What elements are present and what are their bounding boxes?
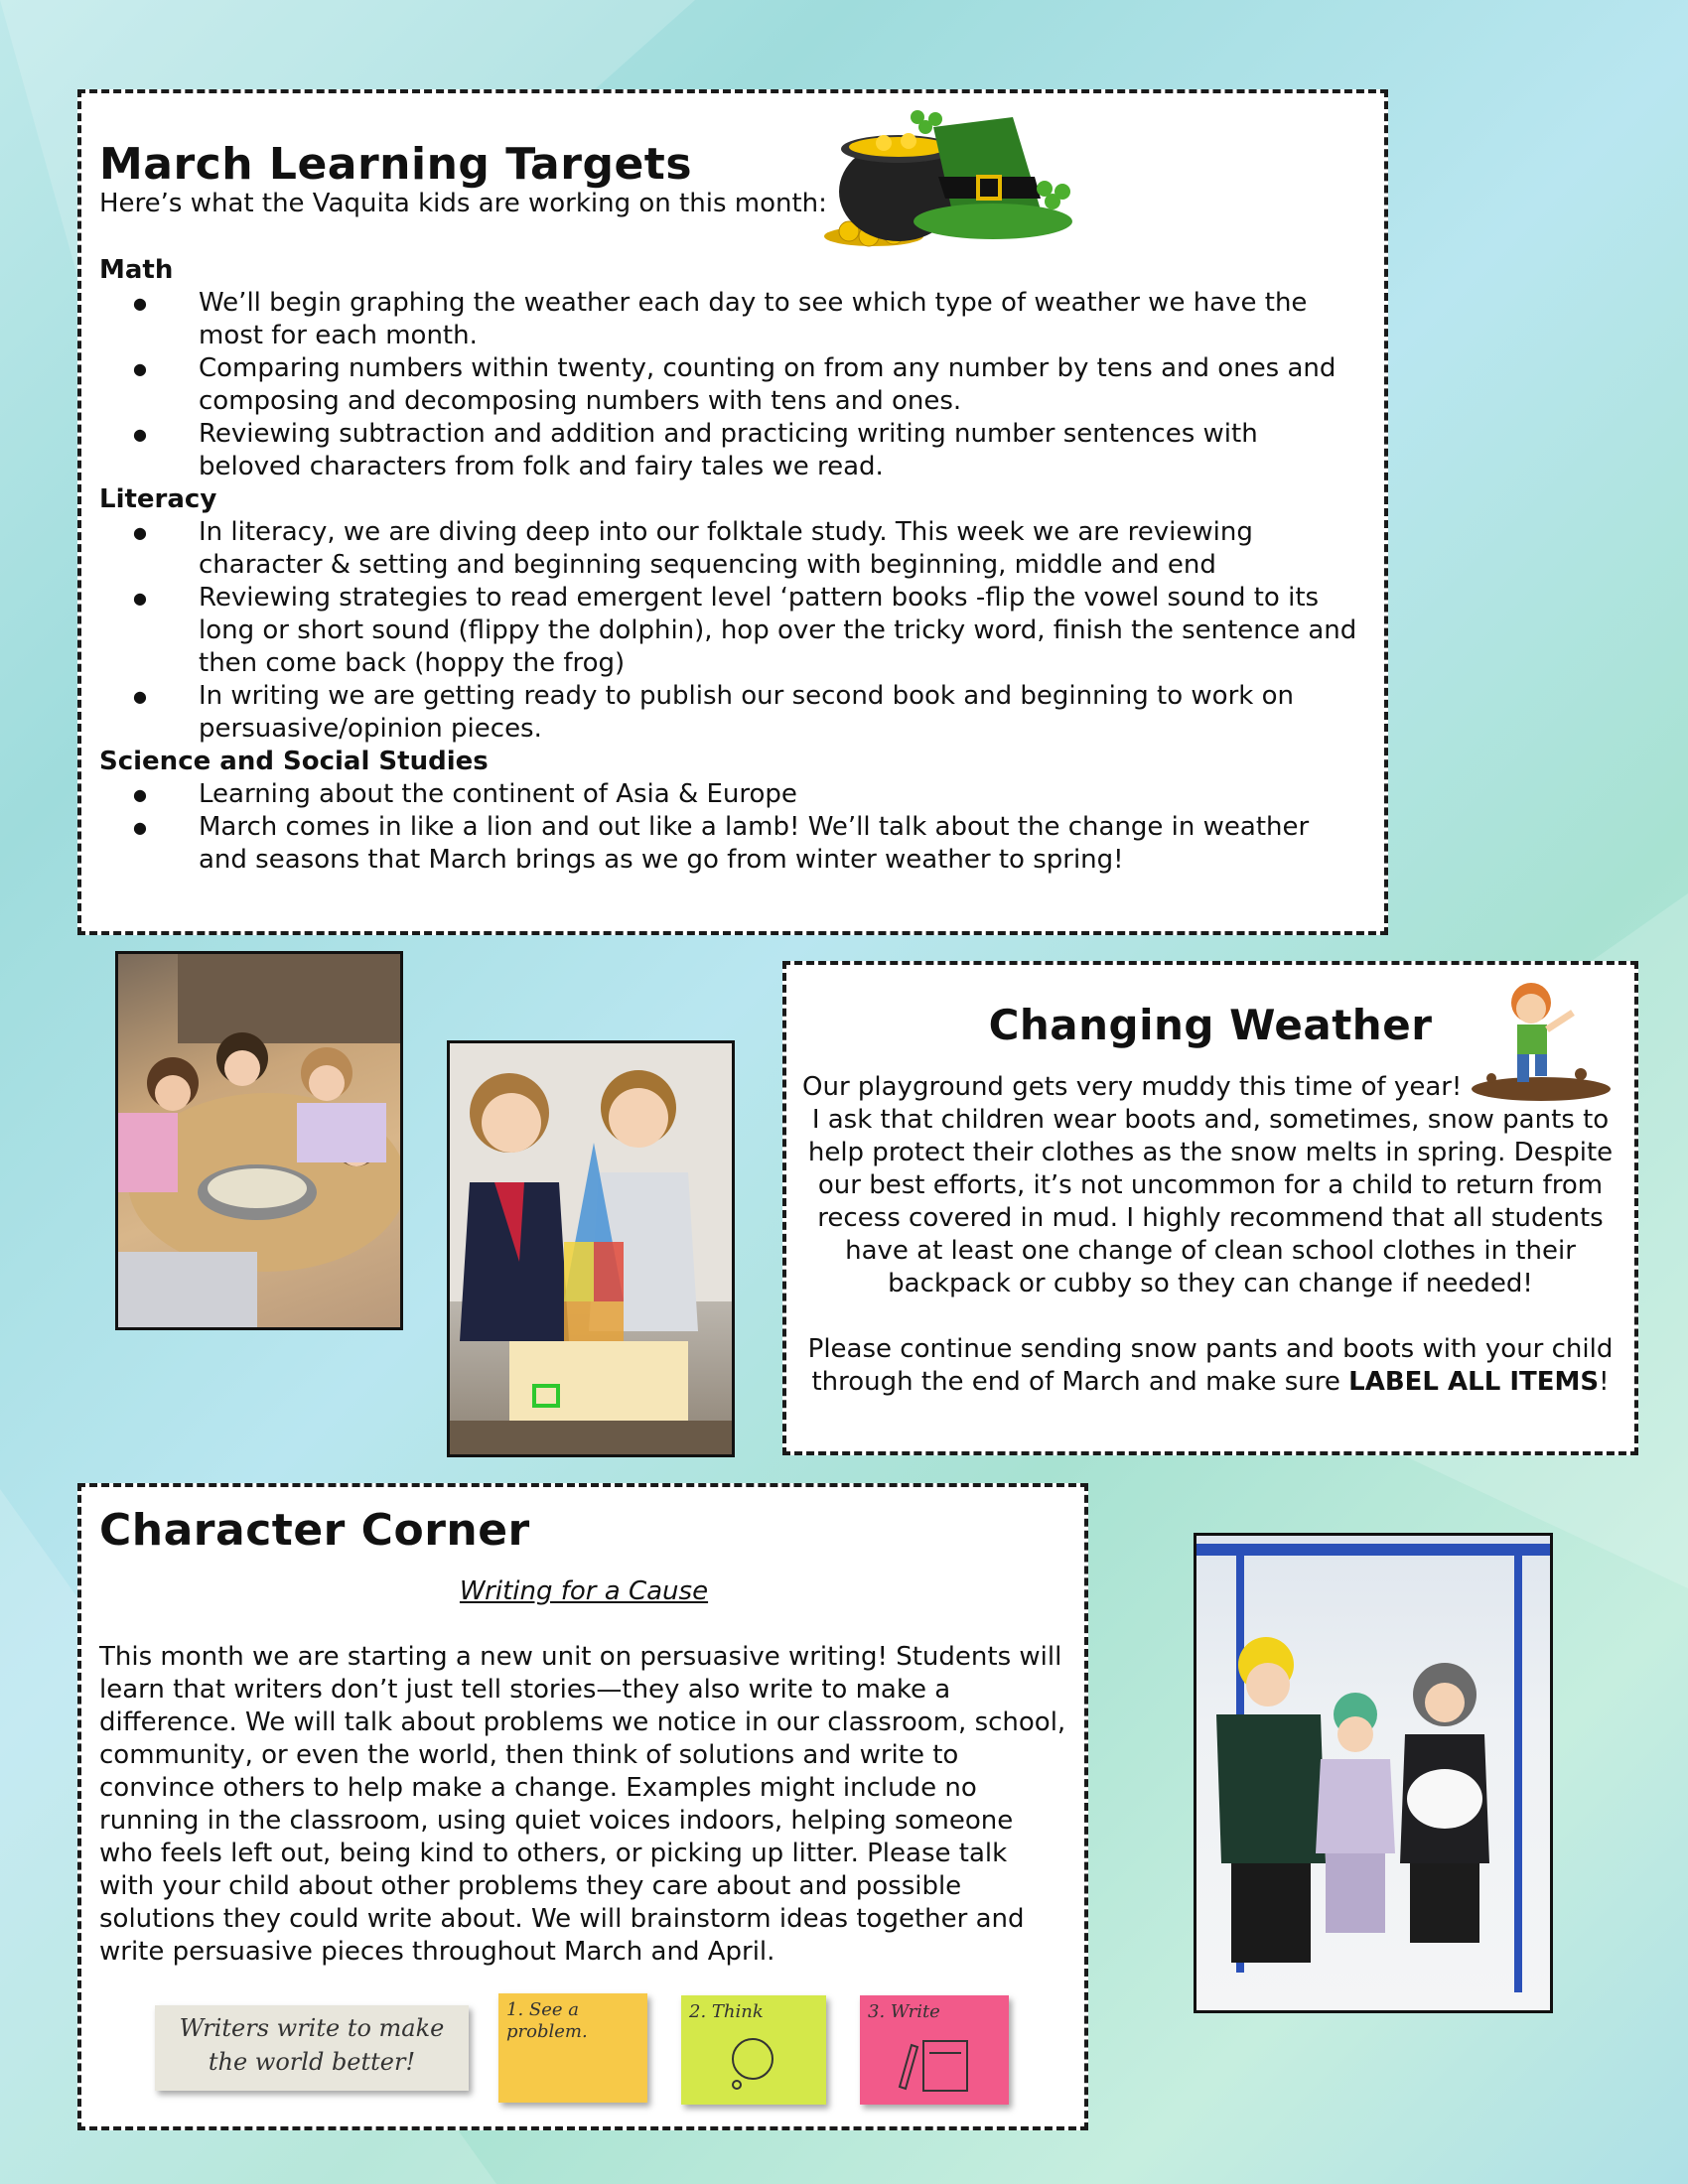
list-item: ● March comes in like a lion and out like a lamb! We’ll talk about the change in weather and seasons that March brings as we go from winter weather to spring!	[99, 811, 1364, 877]
list-item: ● In writing we are getting ready to publish our second book and beginning to work on persuasive/opinion pieces.	[99, 680, 1364, 746]
changing-weather-title: Changing Weather	[988, 1001, 1433, 1049]
weather-paragraph: I ask that children wear boots and, sometimes, snow pants to help protect their clothes as the snow melts in spring. Despite our best efforts, it’s not uncommon for a child to return from recess covered in mud. I highly recommend that all students have at least one change of clean school clothes in their backpack or cubby so they can change if needed!	[807, 1105, 1614, 1298]
section-heading-science: Science and Social Studies	[99, 747, 489, 776]
step1-note	[498, 1993, 647, 2103]
science-list	[99, 778, 1364, 877]
label-all-items: LABEL ALL ITEMS	[1348, 1367, 1600, 1397]
character-body: This month we are starting a new unit on persuasive writing! Students will learn that writers don’t just tell stories—they also write to make a difference. We will talk about problems we notice in our classroom, school, community, or even the world, then think of solutions and write to convince others to help make a change. Examples might include no running in the classroom, using quiet voices indoors, helping someone who feels left out, being kind to others, or picking up litter. Please talk with your child about other problems they care about and possible solutions they could write about. We will brainstorm ideas together and write persuasive pieces throughout March and April.	[99, 1642, 1066, 1967]
step3-note	[860, 1995, 1009, 2105]
step2-note	[681, 1995, 826, 2105]
weather-para2-start: Please continue sending snow pants and boots with your child through the end of March and make sure	[807, 1334, 1614, 1397]
literacy-list	[99, 516, 1364, 746]
thought-bubble-icon	[723, 2033, 782, 2093]
list-item: ● In literacy, we are diving deep into our folktale study. This week we are reviewing character & setting and beginning sequencing with beginning, middle and end	[99, 516, 1364, 582]
notebook-pencil-icon	[890, 2035, 979, 2095]
character-corner-title: Character Corner	[99, 1505, 530, 1556]
section-heading-literacy: Literacy	[99, 484, 217, 514]
classroom-photo	[115, 951, 403, 1330]
learning-targets-intro: Here’s what the Vaquita kids are working on this month:	[99, 189, 827, 218]
character-subtitle: Writing for a Cause	[459, 1576, 709, 1606]
list-item: ● We’ll begin graphing the weather each day to see which type of weather we have the most for each month.	[99, 287, 1364, 352]
math-list	[99, 287, 1364, 483]
learning-targets-title: March Learning Targets	[99, 139, 693, 190]
snow-day-photo	[1194, 1533, 1553, 2013]
weather-muddy-line: Our playground gets very muddy this time of year!	[802, 1072, 1463, 1102]
changing-weather-box	[782, 961, 1638, 1455]
writers-banner-note	[155, 2005, 469, 2091]
tower-photo-illustration	[450, 1043, 732, 1454]
banner-text: Writers write to make the world better!	[179, 2014, 445, 2076]
section-heading-math: Math	[99, 255, 174, 285]
list-item: ● Reviewing strategies to read emergent level ‘pattern books -flip the vowel sound to its long or short sound (flippy the dolphin), hop over the tricky word, finish the sentence and then come back (hoppy the frog)	[99, 582, 1364, 680]
magna-tile-tower-photo	[447, 1040, 735, 1457]
learning-targets-box	[77, 89, 1388, 935]
list-item: ● Reviewing subtraction and addition and practicing writing number sentences with beloved characters from folk and fairy tales we read.	[99, 418, 1364, 483]
weather-paragraph-2	[802, 1333, 1618, 1399]
muddy-boy-icon	[1462, 975, 1611, 1104]
list-item: ● Comparing numbers within twenty, counting on from any number by tens and ones and composing and decomposing numbers with tens and ones.	[99, 352, 1364, 418]
classroom-photo-illustration	[118, 954, 400, 1327]
step1-text: 1. See a problem.	[506, 1999, 588, 2042]
pot-of-gold-hat-icon	[814, 107, 1072, 256]
step2-text: 2. Think	[689, 2001, 764, 2022]
snow-photo-illustration	[1196, 1536, 1550, 2010]
step3-text: 3. Write	[868, 2001, 940, 2022]
weather-para2-end: !	[1599, 1367, 1610, 1397]
list-item: ● Learning about the continent of Asia & Europe	[99, 778, 1364, 811]
